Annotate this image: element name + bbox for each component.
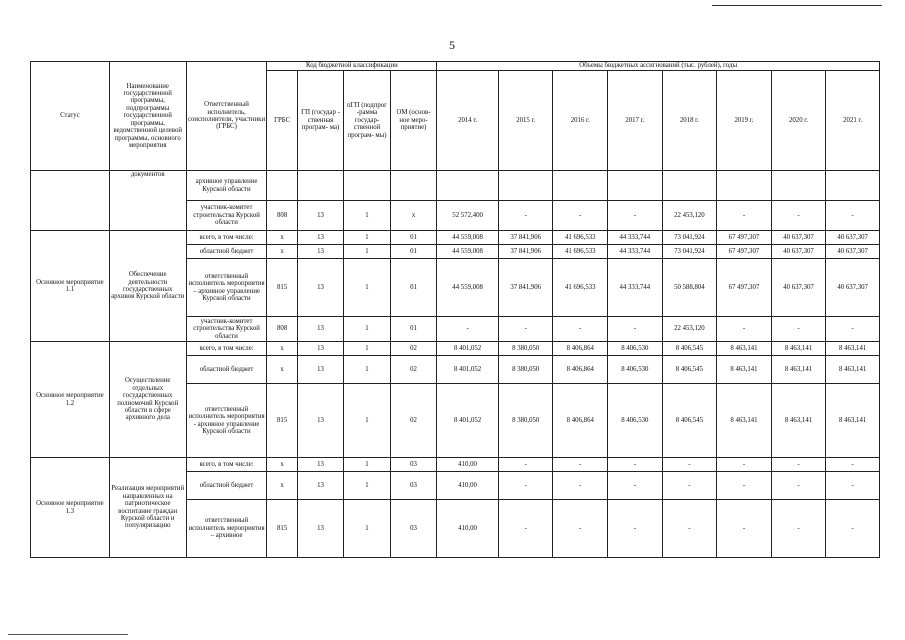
amount-cell: 8 463,141 <box>826 356 880 384</box>
executor-cell: областной бюджет <box>186 356 267 384</box>
pgp-cell <box>344 171 390 201</box>
header-year: 2017 г. <box>608 71 663 171</box>
om-cell: 02 <box>390 384 437 458</box>
amount-cell: - <box>553 317 608 342</box>
amount-cell: - <box>608 458 663 472</box>
top-rule <box>712 5 882 6</box>
amount-cell: 8 380,050 <box>498 356 553 384</box>
om-cell <box>390 171 437 201</box>
amount-cell: - <box>826 500 880 558</box>
gp-cell: 13 <box>297 472 343 500</box>
executor-cell: всего, в том числе: <box>186 342 267 356</box>
amount-cell <box>662 171 717 201</box>
amount-cell: 44 333,744 <box>608 245 663 259</box>
header-gp: ГП (государ - ственная програм- ма) <box>297 71 343 171</box>
amount-cell: - <box>553 472 608 500</box>
gp-cell: 13 <box>297 259 343 317</box>
status-cell: Основное мероприятие 1.3 <box>31 458 110 558</box>
amount-cell: 73 041,924 <box>662 245 717 259</box>
amount-cell: - <box>717 317 772 342</box>
amount-cell: 40 637,307 <box>826 231 880 245</box>
om-cell: 01 <box>390 231 437 245</box>
header-year: 2021 г. <box>826 71 880 171</box>
pgp-cell: 1 <box>344 472 390 500</box>
name-cell: Реализация мероприятий направленных на патриотическое воспитание граждан Курской области и популяризацию <box>109 458 186 558</box>
amount-cell <box>437 171 499 201</box>
pgp-cell: 1 <box>344 458 390 472</box>
gp-cell: 13 <box>297 356 343 384</box>
amount-cell: - <box>608 317 663 342</box>
amount-cell: 8 406,864 <box>553 384 608 458</box>
grbs-cell: 815 <box>267 259 297 317</box>
amount-cell: - <box>826 472 880 500</box>
pgp-cell: 1 <box>344 245 390 259</box>
om-cell: 01 <box>390 245 437 259</box>
amount-cell: 41 696,533 <box>553 245 608 259</box>
header-year: 2016 г. <box>553 71 608 171</box>
amount-cell: - <box>717 201 772 231</box>
header-code-group: Код бюджетной классификации <box>267 62 437 71</box>
amount-cell: 410,00 <box>437 472 499 500</box>
header-year: 2019 г. <box>717 71 772 171</box>
amount-cell: 8 380,050 <box>498 384 553 458</box>
amount-cell: 8 406,530 <box>608 384 663 458</box>
executor-cell: областной бюджет <box>186 245 267 259</box>
table-row <box>31 342 880 356</box>
amount-cell: 8 463,141 <box>771 342 826 356</box>
amount-cell: 8 401,052 <box>437 342 499 356</box>
gp-cell: 13 <box>297 500 343 558</box>
pgp-cell: 1 <box>344 201 390 231</box>
amount-cell: - <box>553 201 608 231</box>
header-om: ОМ (основ- ное меро- приятие) <box>390 71 437 171</box>
amount-cell: 8 406,530 <box>608 342 663 356</box>
bottom-rule <box>8 634 128 635</box>
amount-cell: 44 559,008 <box>437 245 499 259</box>
amount-cell <box>826 171 880 201</box>
amount-cell: - <box>771 317 826 342</box>
executor-cell: всего, в том числе: <box>186 231 267 245</box>
gp-cell: 13 <box>297 231 343 245</box>
name-cell: Обеспечение деятельности государственных архивов Курской области <box>109 231 186 342</box>
amount-cell <box>717 171 772 201</box>
amount-cell: 8 463,141 <box>717 342 772 356</box>
amount-cell: - <box>608 500 663 558</box>
amount-cell: 8 463,141 <box>717 384 772 458</box>
grbs-cell <box>267 171 297 201</box>
amount-cell: - <box>717 500 772 558</box>
amount-cell <box>771 171 826 201</box>
table-row <box>31 458 880 472</box>
amount-cell: - <box>771 472 826 500</box>
om-cell: 03 <box>390 472 437 500</box>
pgp-cell: 1 <box>344 500 390 558</box>
amount-cell: - <box>717 458 772 472</box>
amount-cell: - <box>826 458 880 472</box>
executor-cell: участник-комитет строительства Курской области <box>186 317 267 342</box>
table-row <box>31 231 880 245</box>
pgp-cell: 1 <box>344 231 390 245</box>
grbs-cell: х <box>267 356 297 384</box>
amount-cell: 40 637,307 <box>826 259 880 317</box>
amount-cell: 8 406,545 <box>662 342 717 356</box>
om-cell: 03 <box>390 458 437 472</box>
amount-cell: - <box>662 472 717 500</box>
amount-cell: - <box>608 201 663 231</box>
pgp-cell: 1 <box>344 342 390 356</box>
header-amounts-group: Объемы бюджетных ассигнований (тыс. рублей), годы <box>437 62 880 71</box>
amount-cell: - <box>498 317 553 342</box>
grbs-cell: 815 <box>267 500 297 558</box>
executor-cell: всего, в том числе: <box>186 458 267 472</box>
amount-cell: 8 463,141 <box>826 342 880 356</box>
om-cell: 01 <box>390 259 437 317</box>
amount-cell: 8 380,050 <box>498 342 553 356</box>
amount-cell: 40 637,307 <box>771 259 826 317</box>
amount-cell: 8 463,141 <box>826 384 880 458</box>
amount-cell: 37 841,906 <box>498 231 553 245</box>
name-cell: документов <box>109 171 186 231</box>
amount-cell: - <box>826 317 880 342</box>
amount-cell: 8 406,545 <box>662 356 717 384</box>
status-cell <box>31 171 110 231</box>
table-body <box>31 171 880 558</box>
amount-cell: 67 497,307 <box>717 259 772 317</box>
amount-cell: 22 453,120 <box>662 201 717 231</box>
header-year: 2015 г. <box>498 71 553 171</box>
header-year: 2014 г. <box>437 71 499 171</box>
header-name: Наименование государственной программы, подпрограммы государственной программы, ведомственной целевой программы, основного мероприятия <box>109 62 186 171</box>
amount-cell: 8 463,141 <box>771 384 826 458</box>
amount-cell: 410,00 <box>437 500 499 558</box>
amount-cell: 50 588,804 <box>662 259 717 317</box>
amount-cell: - <box>771 458 826 472</box>
amount-cell: 410,00 <box>437 458 499 472</box>
amount-cell: 67 497,307 <box>717 231 772 245</box>
gp-cell: 13 <box>297 317 343 342</box>
amount-cell: - <box>662 500 717 558</box>
status-cell: Основное мероприятие 1.2 <box>31 342 110 458</box>
amount-cell: 44 333,744 <box>608 231 663 245</box>
gp-cell: 13 <box>297 458 343 472</box>
om-cell: 02 <box>390 342 437 356</box>
amount-cell: 22 453,120 <box>662 317 717 342</box>
amount-cell: 44 559,008 <box>437 259 499 317</box>
pgp-cell: 1 <box>344 356 390 384</box>
amount-cell: 40 637,307 <box>826 245 880 259</box>
amount-cell: - <box>498 458 553 472</box>
gp-cell: 13 <box>297 245 343 259</box>
header-grbs: ГРБС <box>267 71 297 171</box>
pgp-cell: 1 <box>344 317 390 342</box>
grbs-cell: 808 <box>267 201 297 231</box>
executor-cell: ответственный исполнитель мероприятия – архивное <box>186 500 267 558</box>
amount-cell: 73 041,924 <box>662 231 717 245</box>
grbs-cell: 815 <box>267 384 297 458</box>
grbs-cell: х <box>267 458 297 472</box>
amount-cell <box>498 171 553 201</box>
amount-cell: 67 497,307 <box>717 245 772 259</box>
grbs-cell: х <box>267 472 297 500</box>
table-row <box>31 171 880 201</box>
amount-cell: - <box>771 201 826 231</box>
amount-cell <box>608 171 663 201</box>
status-cell: Основное мероприятие 1.1 <box>31 231 110 342</box>
amount-cell: 37 841,906 <box>498 259 553 317</box>
name-cell: Осуществление отдельных государственных полномочий Курской области в сфере архивного дела <box>109 342 186 458</box>
amount-cell: - <box>662 458 717 472</box>
amount-cell: 41 696,533 <box>553 231 608 245</box>
executor-cell: областной бюджет <box>186 472 267 500</box>
amount-cell: - <box>717 472 772 500</box>
gp-cell: 13 <box>297 384 343 458</box>
amount-cell: - <box>608 472 663 500</box>
amount-cell: 41 696,533 <box>553 259 608 317</box>
amount-cell: 44 333,744 <box>608 259 663 317</box>
amount-cell: - <box>498 500 553 558</box>
header-status: Статус <box>31 62 110 171</box>
amount-cell: - <box>498 472 553 500</box>
amount-cell: - <box>826 201 880 231</box>
gp-cell <box>297 171 343 201</box>
amount-cell: 8 463,141 <box>771 356 826 384</box>
amount-cell: 8 406,545 <box>662 384 717 458</box>
header-pgp: пГП (подпрог -рамма государ- ственной програм- мы) <box>344 71 390 171</box>
om-cell: 01 <box>390 317 437 342</box>
budget-table <box>30 61 880 558</box>
grbs-cell: х <box>267 342 297 356</box>
amount-cell: 8 401,052 <box>437 384 499 458</box>
amount-cell: 8 401,052 <box>437 356 499 384</box>
pgp-cell: 1 <box>344 259 390 317</box>
gp-cell: 13 <box>297 342 343 356</box>
gp-cell: 13 <box>297 201 343 231</box>
amount-cell: 44 559,008 <box>437 231 499 245</box>
executor-cell: ответственный исполнитель мероприятия – архивное управление Курской области <box>186 259 267 317</box>
om-cell: 03 <box>390 500 437 558</box>
amount-cell: 37 841,906 <box>498 245 553 259</box>
header-year: 2020 г. <box>771 71 826 171</box>
grbs-cell: х <box>267 231 297 245</box>
executor-cell: участник-комитет строительства Курской области <box>186 201 267 231</box>
amount-cell: - <box>437 317 499 342</box>
om-cell: 02 <box>390 356 437 384</box>
amount-cell: 8 406,864 <box>553 356 608 384</box>
amount-cell: - <box>553 500 608 558</box>
header-year: 2018 г. <box>662 71 717 171</box>
grbs-cell: 808 <box>267 317 297 342</box>
amount-cell: - <box>498 201 553 231</box>
executor-cell: ответственный исполнитель мероприятия - архивное управление Курской области <box>186 384 267 458</box>
pgp-cell: 1 <box>344 384 390 458</box>
amount-cell: 8 406,864 <box>553 342 608 356</box>
amount-cell: 40 637,307 <box>771 245 826 259</box>
amount-cell: 40 637,307 <box>771 231 826 245</box>
amount-cell: - <box>771 500 826 558</box>
amount-cell: 8 463,141 <box>717 356 772 384</box>
header-executor: Ответственный исполнитель, соисполнители, участники (ГРБС) <box>186 62 267 171</box>
om-cell: х <box>390 201 437 231</box>
amount-cell: - <box>553 458 608 472</box>
amount-cell: 8 406,530 <box>608 356 663 384</box>
amount-cell: 52 572,400 <box>437 201 499 231</box>
executor-cell: архивное управление Курской области <box>186 171 267 201</box>
amount-cell <box>553 171 608 201</box>
page-number: 5 <box>449 38 455 52</box>
grbs-cell: х <box>267 245 297 259</box>
